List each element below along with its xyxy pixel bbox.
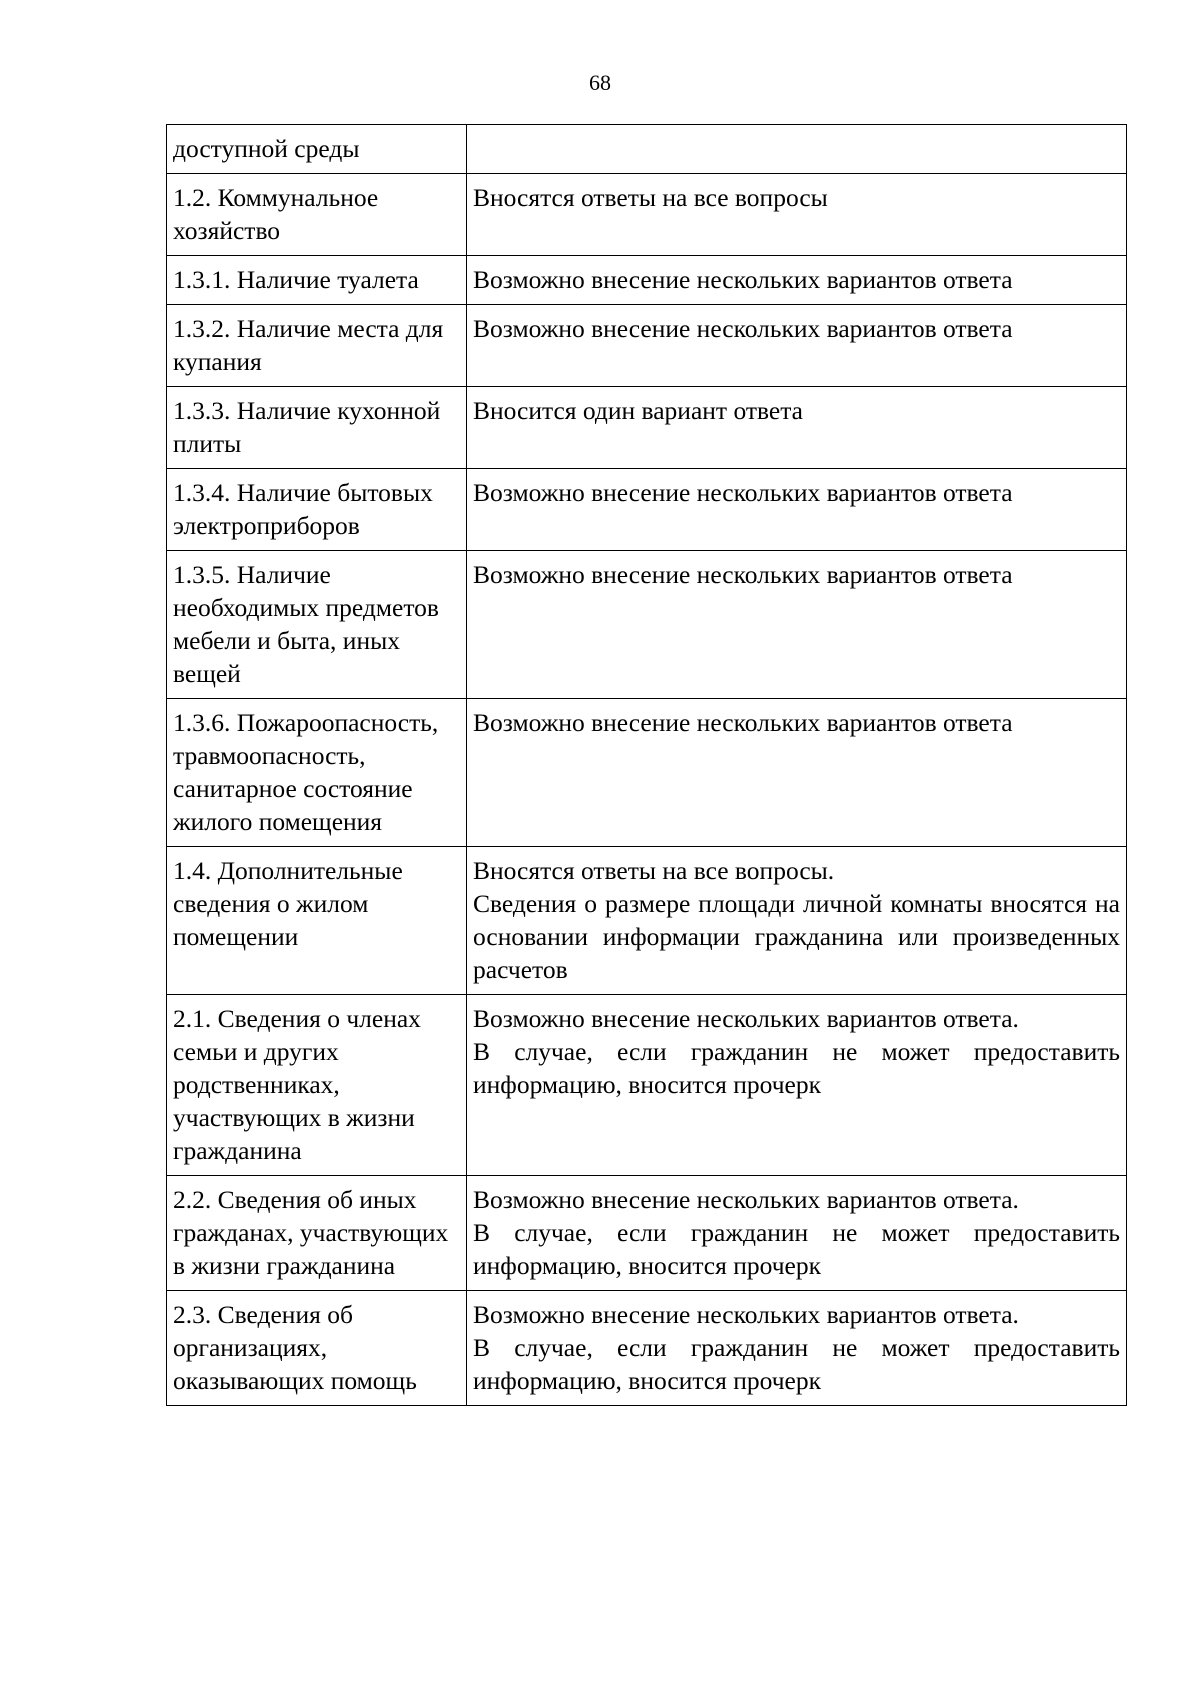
instruction-text: Возможно внесение нескольких вариантов ответа: [473, 478, 1013, 507]
table-row: [167, 125, 1127, 174]
table-row: [167, 1291, 1127, 1406]
section-cell: 2.3. Сведения об организациях, оказывающих помощь: [167, 1291, 467, 1406]
instruction-cell: [467, 174, 1127, 256]
table-row: [167, 995, 1127, 1176]
instruction-text: Возможно внесение нескольких вариантов ответа: [473, 560, 1013, 589]
instruction-text: Возможно внесение нескольких вариантов ответа.: [473, 1004, 1019, 1033]
section-cell: 1.3.6. Пожароопасность, травмоопасность, санитарное состояние жилого помещения: [167, 699, 467, 847]
section-cell: 1.3.4. Наличие бытовых электроприборов: [167, 469, 467, 551]
instruction-cell: [467, 387, 1127, 469]
instruction-text: Возможно внесение нескольких вариантов ответа: [473, 708, 1013, 737]
instruction-text: Возможно внесение нескольких вариантов ответа.: [473, 1185, 1019, 1214]
instruction-cell: [467, 847, 1127, 995]
instruction-cell: [467, 995, 1127, 1176]
section-cell: доступной среды: [167, 125, 467, 174]
table-row: [167, 305, 1127, 387]
instruction-text: Возможно внесение нескольких вариантов ответа.: [473, 1300, 1019, 1329]
section-cell: 1.3.2. Наличие места для купания: [167, 305, 467, 387]
table-row: [167, 1176, 1127, 1291]
section-cell: 1.4. Дополнительные сведения о жилом помещении: [167, 847, 467, 995]
instruction-text: Возможно внесение нескольких вариантов ответа: [473, 265, 1013, 294]
instruction-text: Вносится один вариант ответа: [473, 396, 803, 425]
instruction-cell: [467, 469, 1127, 551]
instruction-cell: [467, 305, 1127, 387]
section-cell: 1.3.1. Наличие туалета: [167, 256, 467, 305]
instruction-cell: [467, 1291, 1127, 1406]
section-cell: 2.1. Сведения о членах семьи и других родственниках, участвующих в жизни гражданина: [167, 995, 467, 1176]
instruction-text: В случае, если гражданин не может предоставить информацию, вносится прочерк: [473, 1333, 1120, 1395]
instruction-text: Возможно внесение нескольких вариантов ответа: [473, 314, 1013, 343]
instruction-text: Сведения о размере площади личной комнаты вносятся на основании информации гражданина или произведенных расчетов: [473, 889, 1120, 984]
table-row: [167, 387, 1127, 469]
instructions-table: [166, 124, 1127, 1406]
table-row: [167, 469, 1127, 551]
instruction-text: [473, 132, 1120, 165]
instruction-text: В случае, если гражданин не может предоставить информацию, вносится прочерк: [473, 1037, 1120, 1099]
section-cell: 2.2. Сведения об иных гражданах, участвующих в жизни гражданина: [167, 1176, 467, 1291]
section-cell: 1.2. Коммунальное хозяйство: [167, 174, 467, 256]
table-row: [167, 256, 1127, 305]
instruction-cell: [467, 256, 1127, 305]
instruction-cell: [467, 699, 1127, 847]
table-row: [167, 174, 1127, 256]
table-row: [167, 699, 1127, 847]
table-row: [167, 847, 1127, 995]
page-number: 68: [589, 70, 611, 95]
table-row: [167, 551, 1127, 699]
instruction-text: Вносятся ответы на все вопросы.: [473, 856, 835, 885]
instruction-text: Вносятся ответы на все вопросы: [473, 183, 828, 212]
section-cell: 1.3.5. Наличие необходимых предметов мебели и быта, иных вещей: [167, 551, 467, 699]
section-cell: 1.3.3. Наличие кухонной плиты: [167, 387, 467, 469]
instruction-text: В случае, если гражданин не может предоставить информацию, вносится прочерк: [473, 1218, 1120, 1280]
instruction-cell: [467, 125, 1127, 174]
instruction-cell: [467, 551, 1127, 699]
instruction-cell: [467, 1176, 1127, 1291]
